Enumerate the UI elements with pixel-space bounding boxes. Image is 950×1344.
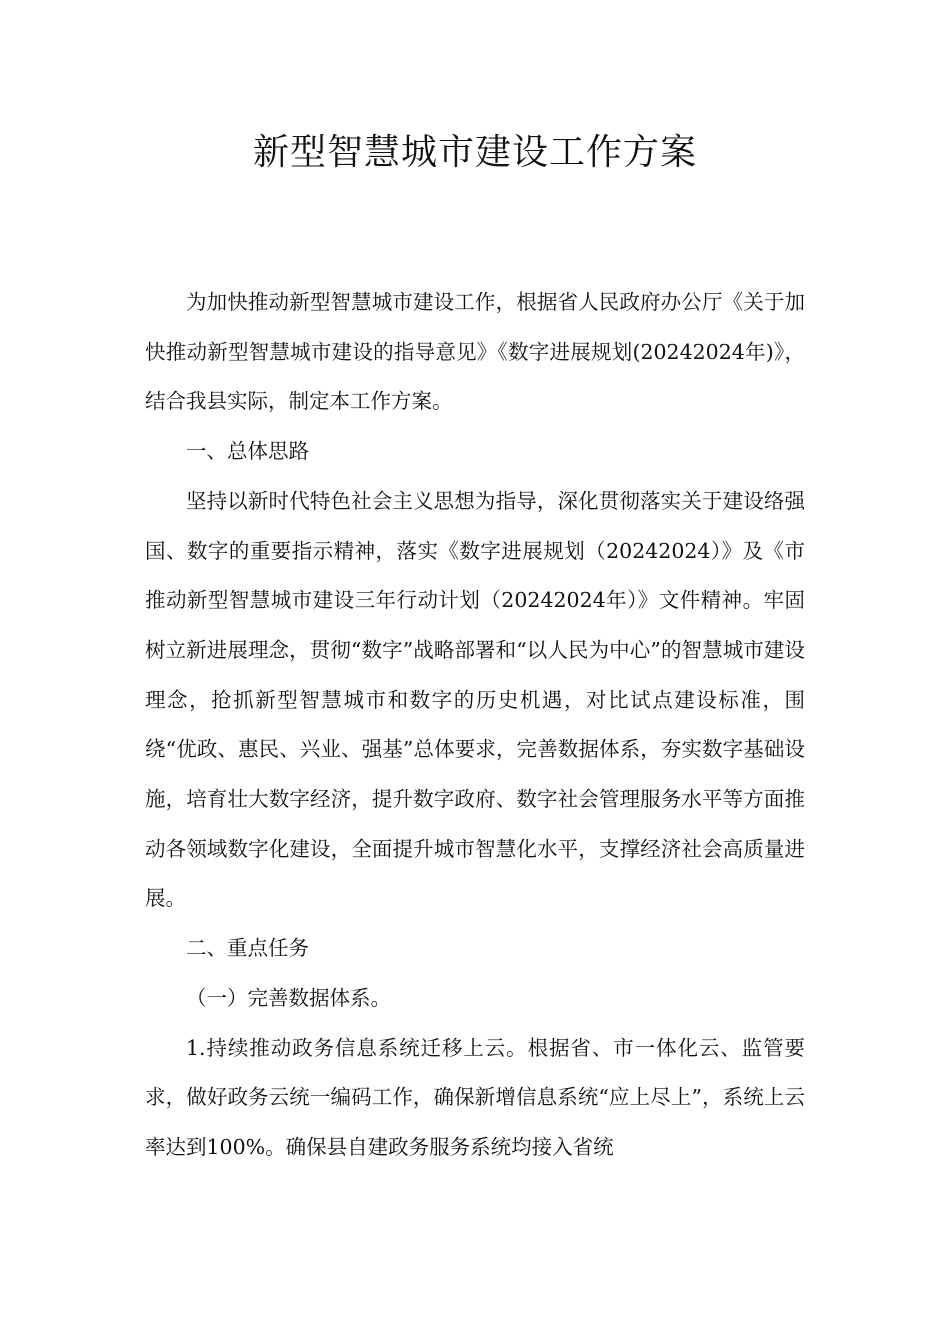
document-title: 新型智慧城市建设工作方案 [252, 132, 697, 173]
document-body [145, 278, 805, 1173]
task-1-paragraph: 1.持续推动政务信息系统迁移上云。根据省、市一体化云、监管要求，做好政务云统一编码工作，确保新增信息系统“应上尽上”，系统上云率达到100%。确保县自建政务服务系统均接入省统 [145, 1035, 805, 1159]
intro-paragraph: 为加快推动新型智慧城市建设工作，根据省人民政府办公厅《关于加快推动新型智慧城市建设的指导意见》《数字进展规划(20242024年)》，结合我县实际，制定本工作方案。 [145, 290, 805, 414]
subsection-heading-data-system: （一）完善数据体系。 [186, 985, 391, 1010]
overall-approach-paragraph: 坚持以新时代特色社会主义思想为指导，深化贯彻落实关于建设络强国、数字的重要指示精神，落实《数字进展规划（20242024）》及《市推动新型智慧城市建设三年行动计划（20242024年）》文件精神。牢固树立新进展理念，贯彻“数字”战略部署和“以人民为中心”的智慧城市建设理念，抢抓新型智慧城市和数字的历史机遇，对比试点建设标准，围绕“优政、惠民、兴业、强基”总体要求，完善数据体系，夯实数字基础设施，培育壮大数字经济，提升数字政府、数字社会管理服务水平等方面推动各领域数字化建设，全面提升城市智慧化水平，支撑经济社会高质量进展。 [145, 488, 805, 911]
section-heading-overall-approach: 一、总体思路 [186, 439, 309, 464]
section-heading-key-tasks: 二、重点任务 [186, 936, 309, 961]
